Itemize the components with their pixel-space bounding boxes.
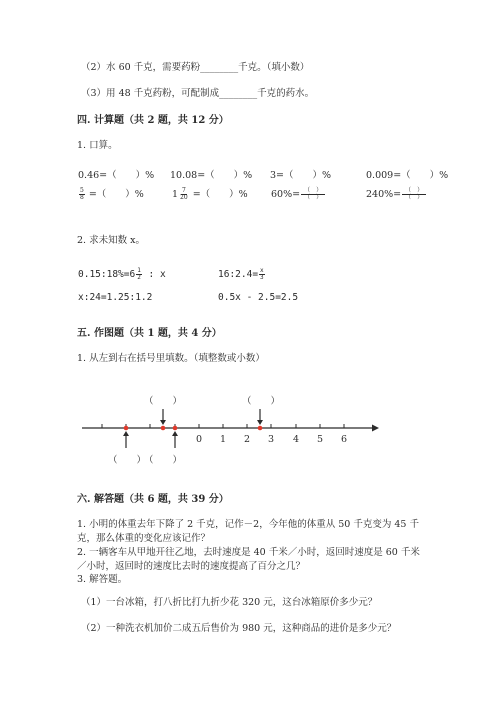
- arrow-down-head: [257, 420, 263, 425]
- oral-calc-item: 3=（ ）%: [270, 170, 332, 181]
- blank-fraction: $\frac{( )}{( )}$: [402, 188, 426, 201]
- minor-ticks: [102, 424, 344, 428]
- oral-calc-item: 0.009=（ ）%: [366, 170, 449, 181]
- equation-1: 0.15:18%=6 $\frac{1}{2}$ : x: [78, 267, 166, 281]
- section-6-q3-label: 3. 解答题。: [77, 574, 128, 585]
- section-6-q3-sub1: （1）一台冰箱，打八折比打九折少花 320 元，这台冰箱原价多少元？: [81, 597, 378, 608]
- point-marker: [161, 426, 166, 431]
- section-4-q1-label: 1. 口算。: [77, 140, 118, 151]
- point-marker: [258, 426, 263, 431]
- arrow-down-head: [160, 420, 166, 425]
- fraction: $\frac{1}{2}$: [137, 267, 141, 281]
- section-6-q1-line1: 1. 小明的体重去年下降了 2 千克，记作－2，今年他的体重从 50 千克变为 45 千: [77, 519, 419, 530]
- section-6-q2-line2: ／小时，返回时的速度比去时的速度提高了百分之几？: [77, 561, 306, 572]
- tick-label-6: 6: [340, 434, 348, 445]
- fraction: $\frac{x}{3}$: [260, 267, 264, 281]
- section-4-q2-label: 2. 求未知数 x。: [77, 235, 145, 246]
- tick-label-4: 4: [292, 434, 300, 445]
- section-5-q1-label: 1. 从左到右在括号里填数。（填整数或小数）: [77, 353, 265, 364]
- oral-calc-item: 240%= $\frac{( )}{( )}$: [366, 188, 427, 201]
- oral-calc-item: 60%= $\frac{( )}{( )}$: [271, 188, 326, 201]
- bottom-blank-left: （ ）: [108, 455, 147, 466]
- question-3-line: （3）用 48 千克药粉，可配制成________千克的药水。: [81, 88, 315, 99]
- fraction: $\frac{5}{8}$: [80, 187, 84, 201]
- oral-calc-item: 10.08=（ ）%: [170, 170, 253, 181]
- tick-label-5: 5: [316, 434, 324, 445]
- oral-calc-item: $\frac{5}{8}$ =（ ）%: [80, 187, 144, 201]
- tick-label-2: 2: [243, 434, 251, 445]
- blank-fraction: $\frac{( )}{( )}$: [301, 188, 325, 201]
- section-6-q3-sub2: （2）一种洗衣机加价二成五后售价为 980 元，这种商品的进价是多少元？: [81, 623, 397, 634]
- equation-2: 16:2.4= $\frac{x}{3}$: [218, 267, 264, 281]
- section-6-q2-line1: 2. 一辆客车从甲地开往乙地，去时速度是 40 千米／小时，返回时速度是 60 千米: [77, 547, 420, 558]
- section-5-title: 五. 作图题（共 1 题，共 4 分）: [77, 328, 222, 339]
- section-6-q1-line2: 克，那么体重的变化应该记作？: [77, 533, 211, 544]
- oral-calc-item: 1 $\frac{7}{20}$ =（ ）%: [172, 187, 248, 201]
- fraction: $\frac{7}{20}$: [180, 187, 188, 201]
- number-line-figure: [0, 390, 500, 470]
- equation-4: 0.5x - 2.5=2.5: [218, 292, 299, 303]
- question-2-line: （2）水 60 千克，需要药粉________千克。（填小数）: [81, 62, 310, 73]
- section-6-title: 六. 解答题（共 6 题，共 39 分）: [77, 494, 229, 505]
- bottom-blank-right: （ ）: [144, 455, 183, 466]
- oral-calc-item: 0.46=（ ）%: [78, 170, 155, 181]
- axis-arrowhead: [372, 425, 379, 432]
- top-blank-right: （ ）: [242, 396, 281, 407]
- equation-3: x:24=1.25:1.2: [78, 292, 153, 303]
- tick-label-3: 3: [267, 434, 275, 445]
- tick-label-0: 0: [195, 434, 203, 445]
- top-blank-left: （ ）: [144, 396, 183, 407]
- section-4-title: 四. 计算题（共 2 题，共 12 分）: [77, 115, 229, 126]
- point-marker: [173, 426, 178, 431]
- point-marker: [124, 426, 129, 431]
- tick-label-1: 1: [219, 434, 227, 445]
